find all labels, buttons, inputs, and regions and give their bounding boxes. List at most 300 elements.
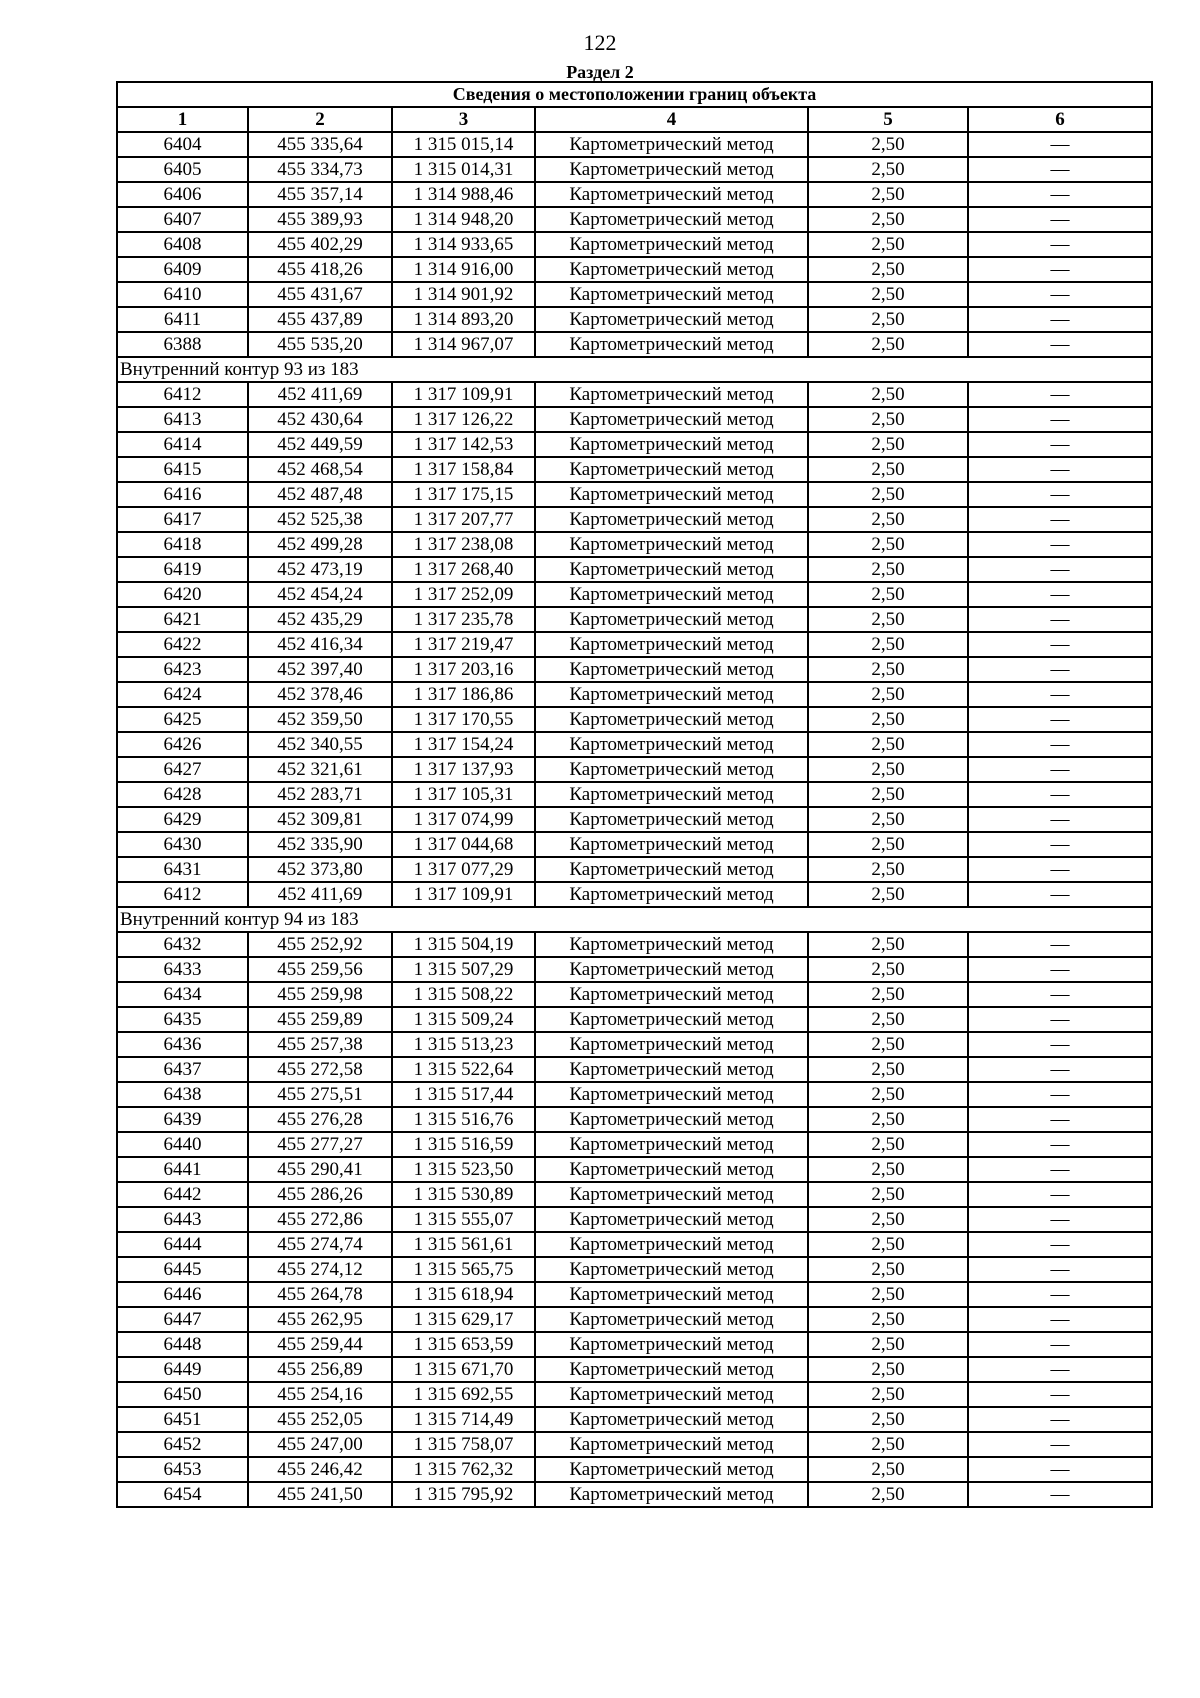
y-coordinate-cell: 1 317 207,77: [392, 507, 535, 532]
point-number-cell: 6417: [117, 507, 248, 532]
y-coordinate-cell: 1 315 516,76: [392, 1107, 535, 1132]
method-cell: Картометрический метод: [535, 432, 808, 457]
method-cell: Картометрический метод: [535, 1457, 808, 1482]
method-cell: Картометрический метод: [535, 482, 808, 507]
description-cell: —: [968, 1307, 1152, 1332]
table-row: [117, 232, 1152, 257]
description-cell: —: [968, 207, 1152, 232]
accuracy-cell: 2,50: [808, 1232, 968, 1257]
method-cell: Картометрический метод: [535, 982, 808, 1007]
y-coordinate-cell: 1 317 268,40: [392, 557, 535, 582]
x-coordinate-cell: 452 411,69: [248, 382, 392, 407]
description-cell: —: [968, 507, 1152, 532]
point-number-cell: 6404: [117, 132, 248, 157]
method-cell: Картометрический метод: [535, 632, 808, 657]
description-cell: —: [968, 682, 1152, 707]
table-row: [117, 882, 1152, 907]
x-coordinate-cell: 452 340,55: [248, 732, 392, 757]
y-coordinate-cell: 1 317 126,22: [392, 407, 535, 432]
point-number-cell: 6412: [117, 382, 248, 407]
description-cell: —: [968, 1282, 1152, 1307]
method-cell: Картометрический метод: [535, 1232, 808, 1257]
description-cell: —: [968, 1157, 1152, 1182]
description-cell: —: [968, 857, 1152, 882]
x-coordinate-cell: 455 272,86: [248, 1207, 392, 1232]
accuracy-cell: 2,50: [808, 482, 968, 507]
description-cell: —: [968, 257, 1152, 282]
y-coordinate-cell: 1 315 565,75: [392, 1257, 535, 1282]
table-row: [117, 682, 1152, 707]
method-cell: Картометрический метод: [535, 232, 808, 257]
accuracy-cell: 2,50: [808, 1357, 968, 1382]
accuracy-cell: 2,50: [808, 1457, 968, 1482]
table-row: [117, 1307, 1152, 1332]
y-coordinate-cell: 1 317 238,08: [392, 532, 535, 557]
y-coordinate-cell: 1 317 203,16: [392, 657, 535, 682]
contour-header-row: [117, 907, 1152, 932]
table-row: [117, 1407, 1152, 1432]
table-row: [117, 607, 1152, 632]
description-cell: —: [968, 1407, 1152, 1432]
method-cell: Картометрический метод: [535, 307, 808, 332]
point-number-cell: 6428: [117, 782, 248, 807]
point-number-cell: 6449: [117, 1357, 248, 1382]
method-cell: Картометрический метод: [535, 557, 808, 582]
description-cell: —: [968, 632, 1152, 657]
table-row: [117, 532, 1152, 557]
accuracy-cell: 2,50: [808, 1207, 968, 1232]
method-cell: Картометрический метод: [535, 782, 808, 807]
point-number-cell: 6420: [117, 582, 248, 607]
table-row: [117, 507, 1152, 532]
description-cell: —: [968, 1207, 1152, 1232]
method-cell: Картометрический метод: [535, 182, 808, 207]
point-number-cell: 6388: [117, 332, 248, 357]
contour-header-row: [117, 357, 1152, 382]
y-coordinate-cell: 1 314 988,46: [392, 182, 535, 207]
x-coordinate-cell: 455 274,74: [248, 1232, 392, 1257]
y-coordinate-cell: 1 317 105,31: [392, 782, 535, 807]
accuracy-cell: 2,50: [808, 932, 968, 957]
y-coordinate-cell: 1 315 629,17: [392, 1307, 535, 1332]
contour-label: Внутренний контур 94 из 183: [117, 907, 1152, 932]
table-row: [117, 432, 1152, 457]
point-number-cell: 6430: [117, 832, 248, 857]
method-cell: Картометрический метод: [535, 1332, 808, 1357]
table-row: [117, 1107, 1152, 1132]
x-coordinate-cell: 455 264,78: [248, 1282, 392, 1307]
method-cell: Картометрический метод: [535, 857, 808, 882]
x-coordinate-cell: 455 274,12: [248, 1257, 392, 1282]
x-coordinate-cell: 455 272,58: [248, 1057, 392, 1082]
accuracy-cell: 2,50: [808, 307, 968, 332]
y-coordinate-cell: 1 315 530,89: [392, 1182, 535, 1207]
point-number-cell: 6426: [117, 732, 248, 757]
description-cell: —: [968, 657, 1152, 682]
method-cell: Картометрический метод: [535, 707, 808, 732]
x-coordinate-cell: 455 257,38: [248, 1032, 392, 1057]
point-number-cell: 6412: [117, 882, 248, 907]
method-cell: Картометрический метод: [535, 807, 808, 832]
table-row: [117, 857, 1152, 882]
table-row: [117, 182, 1152, 207]
accuracy-cell: 2,50: [808, 432, 968, 457]
description-cell: —: [968, 1332, 1152, 1357]
table-row: [117, 1182, 1152, 1207]
x-coordinate-cell: 452 435,29: [248, 607, 392, 632]
x-coordinate-cell: 455 402,29: [248, 232, 392, 257]
point-number-cell: 6422: [117, 632, 248, 657]
point-number-cell: 6416: [117, 482, 248, 507]
accuracy-cell: 2,50: [808, 982, 968, 1007]
point-number-cell: 6405: [117, 157, 248, 182]
x-coordinate-cell: 452 283,71: [248, 782, 392, 807]
method-cell: Картометрический метод: [535, 1407, 808, 1432]
description-cell: —: [968, 757, 1152, 782]
point-number-cell: 6425: [117, 707, 248, 732]
accuracy-cell: 2,50: [808, 1082, 968, 1107]
x-coordinate-cell: 452 525,38: [248, 507, 392, 532]
point-number-cell: 6421: [117, 607, 248, 632]
accuracy-cell: 2,50: [808, 457, 968, 482]
y-coordinate-cell: 1 315 561,61: [392, 1232, 535, 1257]
accuracy-cell: 2,50: [808, 1157, 968, 1182]
y-coordinate-cell: 1 315 516,59: [392, 1132, 535, 1157]
y-coordinate-cell: 1 315 015,14: [392, 132, 535, 157]
description-cell: —: [968, 332, 1152, 357]
table-row: [117, 382, 1152, 407]
y-coordinate-cell: 1 315 517,44: [392, 1082, 535, 1107]
description-cell: —: [968, 157, 1152, 182]
accuracy-cell: 2,50: [808, 1482, 968, 1507]
method-cell: Картометрический метод: [535, 407, 808, 432]
point-number-cell: 6452: [117, 1432, 248, 1457]
y-coordinate-cell: 1 315 508,22: [392, 982, 535, 1007]
x-coordinate-cell: 452 373,80: [248, 857, 392, 882]
point-number-cell: 6407: [117, 207, 248, 232]
y-coordinate-cell: 1 317 142,53: [392, 432, 535, 457]
point-number-cell: 6435: [117, 1007, 248, 1032]
table-row: [117, 1257, 1152, 1282]
description-cell: —: [968, 1232, 1152, 1257]
x-coordinate-cell: 455 262,95: [248, 1307, 392, 1332]
accuracy-cell: 2,50: [808, 257, 968, 282]
y-coordinate-cell: 1 315 555,07: [392, 1207, 535, 1232]
description-cell: —: [968, 132, 1152, 157]
accuracy-cell: 2,50: [808, 1007, 968, 1032]
table-row: [117, 632, 1152, 657]
accuracy-cell: 2,50: [808, 1382, 968, 1407]
y-coordinate-cell: 1 317 219,47: [392, 632, 535, 657]
y-coordinate-cell: 1 314 893,20: [392, 307, 535, 332]
accuracy-cell: 2,50: [808, 1182, 968, 1207]
point-number-cell: 6409: [117, 257, 248, 282]
table-row: [117, 1357, 1152, 1382]
method-cell: Картометрический метод: [535, 382, 808, 407]
description-cell: —: [968, 1107, 1152, 1132]
method-cell: Картометрический метод: [535, 957, 808, 982]
point-number-cell: 6451: [117, 1407, 248, 1432]
accuracy-cell: 2,50: [808, 1132, 968, 1157]
y-coordinate-cell: 1 314 948,20: [392, 207, 535, 232]
description-cell: —: [968, 982, 1152, 1007]
point-number-cell: 6413: [117, 407, 248, 432]
table-row: [117, 1382, 1152, 1407]
accuracy-cell: 2,50: [808, 957, 968, 982]
method-cell: Картометрический метод: [535, 132, 808, 157]
method-cell: Картометрический метод: [535, 682, 808, 707]
contour-label: Внутренний контур 93 из 183: [117, 357, 1152, 382]
accuracy-cell: 2,50: [808, 832, 968, 857]
table-row: [117, 657, 1152, 682]
point-number-cell: 6408: [117, 232, 248, 257]
method-cell: Картометрический метод: [535, 1282, 808, 1307]
table-row: [117, 1057, 1152, 1082]
boundary-coordinates-table: [116, 81, 1153, 1508]
description-cell: —: [968, 932, 1152, 957]
x-coordinate-cell: 455 259,89: [248, 1007, 392, 1032]
y-coordinate-cell: 1 315 692,55: [392, 1382, 535, 1407]
method-cell: Картометрический метод: [535, 1057, 808, 1082]
table-row: [117, 207, 1152, 232]
y-coordinate-cell: 1 314 933,65: [392, 232, 535, 257]
y-coordinate-cell: 1 315 795,92: [392, 1482, 535, 1507]
method-cell: Картометрический метод: [535, 257, 808, 282]
table-row: [117, 807, 1152, 832]
accuracy-cell: 2,50: [808, 1332, 968, 1357]
point-number-cell: 6439: [117, 1107, 248, 1132]
description-cell: —: [968, 1132, 1152, 1157]
description-cell: —: [968, 1482, 1152, 1507]
page-number: 122: [583, 30, 617, 55]
accuracy-cell: 2,50: [808, 657, 968, 682]
table-title: Сведения о местоположении границ объекта: [117, 82, 1152, 107]
table-caption-row: [117, 82, 1152, 107]
description-cell: —: [968, 782, 1152, 807]
accuracy-cell: 2,50: [808, 682, 968, 707]
accuracy-cell: 2,50: [808, 382, 968, 407]
accuracy-cell: 2,50: [808, 182, 968, 207]
description-cell: —: [968, 1082, 1152, 1107]
y-coordinate-cell: 1 314 916,00: [392, 257, 535, 282]
x-coordinate-cell: 455 259,98: [248, 982, 392, 1007]
point-number-cell: 6448: [117, 1332, 248, 1357]
column-header: 5: [808, 107, 968, 132]
column-header: 4: [535, 107, 808, 132]
accuracy-cell: 2,50: [808, 1257, 968, 1282]
method-cell: Картометрический метод: [535, 1207, 808, 1232]
section-title: Раздел 2: [566, 62, 634, 82]
table-row: [117, 557, 1152, 582]
table-row: [117, 1082, 1152, 1107]
x-coordinate-cell: 455 334,73: [248, 157, 392, 182]
point-number-cell: 6441: [117, 1157, 248, 1182]
accuracy-cell: 2,50: [808, 782, 968, 807]
y-coordinate-cell: 1 315 509,24: [392, 1007, 535, 1032]
table-row: [117, 1132, 1152, 1157]
point-number-cell: 6411: [117, 307, 248, 332]
column-header: 1: [117, 107, 248, 132]
description-cell: —: [968, 732, 1152, 757]
method-cell: Картометрический метод: [535, 1432, 808, 1457]
x-coordinate-cell: 452 454,24: [248, 582, 392, 607]
x-coordinate-cell: 452 499,28: [248, 532, 392, 557]
point-number-cell: 6432: [117, 932, 248, 957]
description-cell: —: [968, 432, 1152, 457]
x-coordinate-cell: 452 321,61: [248, 757, 392, 782]
table-row: [117, 307, 1152, 332]
method-cell: Картометрический метод: [535, 532, 808, 557]
accuracy-cell: 2,50: [808, 557, 968, 582]
y-coordinate-cell: 1 317 109,91: [392, 382, 535, 407]
x-coordinate-cell: 455 275,51: [248, 1082, 392, 1107]
x-coordinate-cell: 455 252,92: [248, 932, 392, 957]
method-cell: Картометрический метод: [535, 607, 808, 632]
table-row: [117, 257, 1152, 282]
method-cell: Картометрический метод: [535, 1307, 808, 1332]
table-row: [117, 1282, 1152, 1307]
table-row: [117, 957, 1152, 982]
x-coordinate-cell: 455 247,00: [248, 1432, 392, 1457]
column-header: 2: [248, 107, 392, 132]
accuracy-cell: 2,50: [808, 1032, 968, 1057]
description-cell: —: [968, 182, 1152, 207]
method-cell: Картометрический метод: [535, 1082, 808, 1107]
x-coordinate-cell: 455 431,67: [248, 282, 392, 307]
method-cell: Картометрический метод: [535, 1157, 808, 1182]
description-cell: —: [968, 1057, 1152, 1082]
method-cell: Картометрический метод: [535, 1482, 808, 1507]
accuracy-cell: 2,50: [808, 857, 968, 882]
description-cell: —: [968, 307, 1152, 332]
table-row: [117, 1007, 1152, 1032]
x-coordinate-cell: 455 286,26: [248, 1182, 392, 1207]
table-body: [117, 82, 1152, 1507]
description-cell: —: [968, 482, 1152, 507]
table-row: [117, 282, 1152, 307]
y-coordinate-cell: 1 314 901,92: [392, 282, 535, 307]
accuracy-cell: 2,50: [808, 507, 968, 532]
method-cell: Картометрический метод: [535, 882, 808, 907]
x-coordinate-cell: 455 535,20: [248, 332, 392, 357]
accuracy-cell: 2,50: [808, 707, 968, 732]
x-coordinate-cell: 455 418,26: [248, 257, 392, 282]
accuracy-cell: 2,50: [808, 332, 968, 357]
table-row: [117, 757, 1152, 782]
description-cell: —: [968, 1432, 1152, 1457]
description-cell: —: [968, 1257, 1152, 1282]
y-coordinate-cell: 1 317 109,91: [392, 882, 535, 907]
x-coordinate-cell: 452 416,34: [248, 632, 392, 657]
point-number-cell: 6433: [117, 957, 248, 982]
x-coordinate-cell: 455 437,89: [248, 307, 392, 332]
accuracy-cell: 2,50: [808, 757, 968, 782]
table-row: [117, 1032, 1152, 1057]
x-coordinate-cell: 455 259,44: [248, 1332, 392, 1357]
column-header: 3: [392, 107, 535, 132]
x-coordinate-cell: 455 252,05: [248, 1407, 392, 1432]
accuracy-cell: 2,50: [808, 807, 968, 832]
point-number-cell: 6447: [117, 1307, 248, 1332]
table-row: [117, 707, 1152, 732]
description-cell: —: [968, 1032, 1152, 1057]
accuracy-cell: 2,50: [808, 1432, 968, 1457]
description-cell: —: [968, 1382, 1152, 1407]
table-row: [117, 1332, 1152, 1357]
accuracy-cell: 2,50: [808, 732, 968, 757]
x-coordinate-cell: 452 309,81: [248, 807, 392, 832]
x-coordinate-cell: 455 335,64: [248, 132, 392, 157]
point-number-cell: 6445: [117, 1257, 248, 1282]
method-cell: Картометрический метод: [535, 932, 808, 957]
method-cell: Картометрический метод: [535, 1257, 808, 1282]
x-coordinate-cell: 452 468,54: [248, 457, 392, 482]
point-number-cell: 6418: [117, 532, 248, 557]
accuracy-cell: 2,50: [808, 632, 968, 657]
method-cell: Картометрический метод: [535, 1007, 808, 1032]
method-cell: Картометрический метод: [535, 207, 808, 232]
y-coordinate-cell: 1 317 170,55: [392, 707, 535, 732]
x-coordinate-cell: 455 276,28: [248, 1107, 392, 1132]
point-number-cell: 6444: [117, 1232, 248, 1257]
x-coordinate-cell: 452 411,69: [248, 882, 392, 907]
point-number-cell: 6414: [117, 432, 248, 457]
y-coordinate-cell: 1 315 714,49: [392, 1407, 535, 1432]
method-cell: Картометрический метод: [535, 657, 808, 682]
x-coordinate-cell: 452 487,48: [248, 482, 392, 507]
table-row: [117, 1207, 1152, 1232]
point-number-cell: 6431: [117, 857, 248, 882]
x-coordinate-cell: 455 277,27: [248, 1132, 392, 1157]
table-row: [117, 1157, 1152, 1182]
y-coordinate-cell: 1 317 044,68: [392, 832, 535, 857]
method-cell: Картометрический метод: [535, 1032, 808, 1057]
y-coordinate-cell: 1 315 653,59: [392, 1332, 535, 1357]
accuracy-cell: 2,50: [808, 407, 968, 432]
x-coordinate-cell: 455 246,42: [248, 1457, 392, 1482]
x-coordinate-cell: 455 389,93: [248, 207, 392, 232]
description-cell: —: [968, 1182, 1152, 1207]
point-number-cell: 6427: [117, 757, 248, 782]
point-number-cell: 6410: [117, 282, 248, 307]
y-coordinate-cell: 1 315 758,07: [392, 1432, 535, 1457]
x-coordinate-cell: 455 357,14: [248, 182, 392, 207]
point-number-cell: 6436: [117, 1032, 248, 1057]
x-coordinate-cell: 452 335,90: [248, 832, 392, 857]
x-coordinate-cell: 452 359,50: [248, 707, 392, 732]
y-coordinate-cell: 1 317 252,09: [392, 582, 535, 607]
accuracy-cell: 2,50: [808, 582, 968, 607]
table-row: [117, 1432, 1152, 1457]
y-coordinate-cell: 1 317 137,93: [392, 757, 535, 782]
description-cell: —: [968, 707, 1152, 732]
method-cell: Картометрический метод: [535, 1382, 808, 1407]
accuracy-cell: 2,50: [808, 882, 968, 907]
y-coordinate-cell: 1 315 671,70: [392, 1357, 535, 1382]
x-coordinate-cell: 452 449,59: [248, 432, 392, 457]
table-row: [117, 132, 1152, 157]
table-row: [117, 157, 1152, 182]
method-cell: Картометрический метод: [535, 757, 808, 782]
method-cell: Картометрический метод: [535, 282, 808, 307]
description-cell: —: [968, 382, 1152, 407]
point-number-cell: 6429: [117, 807, 248, 832]
description-cell: —: [968, 457, 1152, 482]
accuracy-cell: 2,50: [808, 1107, 968, 1132]
y-coordinate-cell: 1 317 158,84: [392, 457, 535, 482]
description-cell: —: [968, 807, 1152, 832]
table-row: [117, 1482, 1152, 1507]
